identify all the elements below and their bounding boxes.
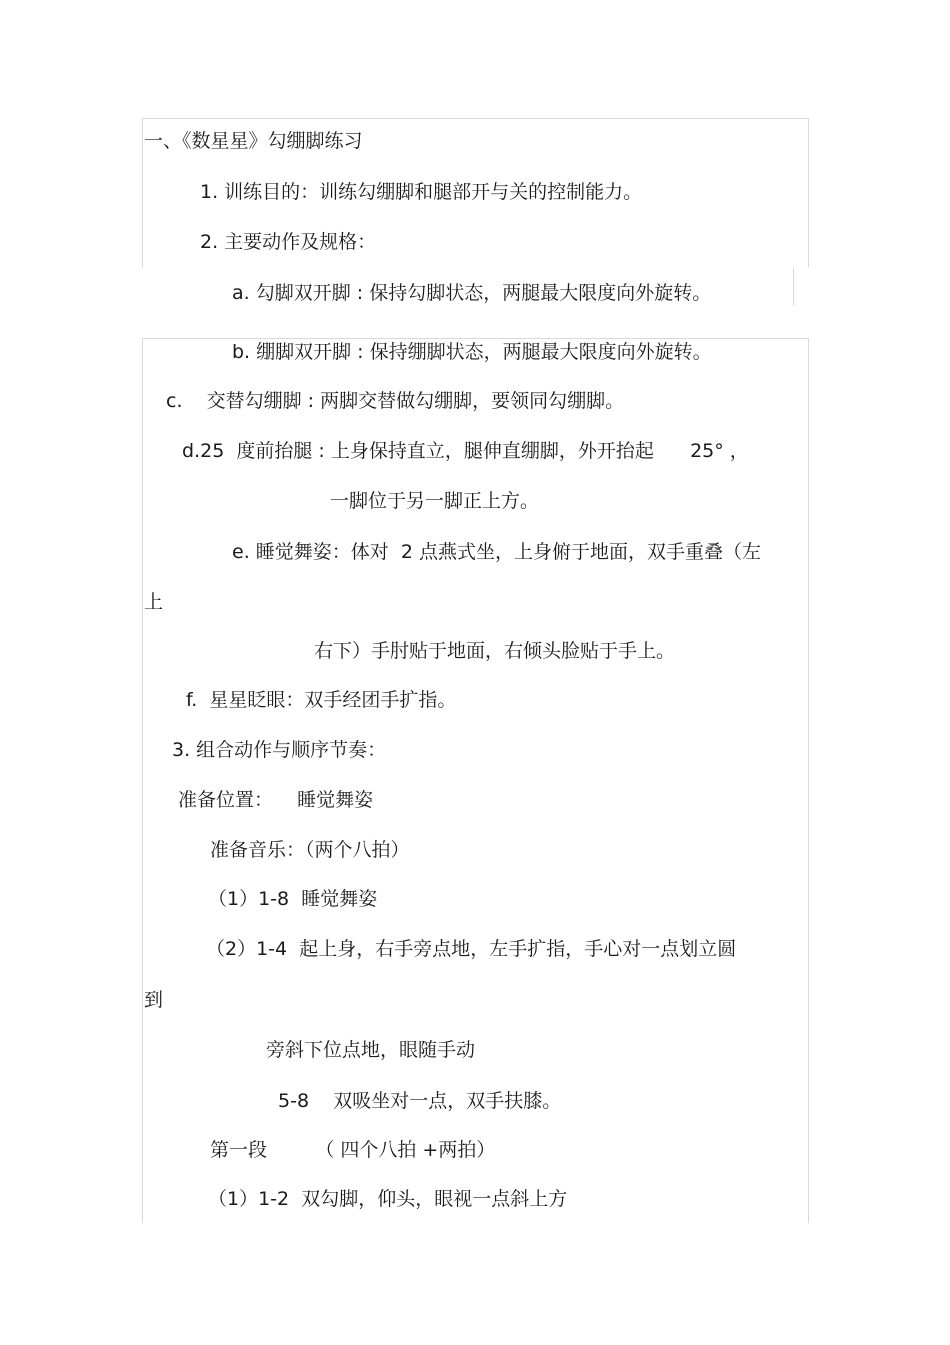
text-line: f. 星星眨眼：双手经团手扩指。 <box>186 689 457 711</box>
text-line: 准备位置： 睡觉舞姿 <box>178 789 374 811</box>
text-line: 右下）手肘贴于地面，右倾头脸贴于手上。 <box>314 640 676 662</box>
text-line: 3. 组合动作与顺序节奏： <box>172 739 387 761</box>
text-line: c. 交替勾绷脚 : 两脚交替做勾绷脚，要领同勾绷脚。 <box>166 390 625 412</box>
text-line: 1. 训练目的：训练勾绷脚和腿部开与关的控制能力。 <box>200 181 643 203</box>
text-line: （2）1-4 起上身，右手旁点地，左手扩指，手心对一点划立圆 <box>206 938 737 960</box>
text-line: b. 绷脚双开脚 : 保持绷脚状态，两腿最大限度向外旋转。 <box>232 341 712 363</box>
text-line: （1）1-8 睡觉舞姿 <box>208 888 378 910</box>
text-line: 准备音乐：（两个八拍） <box>210 839 410 861</box>
document-title: 一、《数星星》勾绷脚练习 <box>144 130 363 152</box>
text-line: 到 <box>144 989 164 1011</box>
text-line: 5-8 双吸坐对一点，双手扶膝。 <box>278 1090 562 1112</box>
text-line: 旁斜下位点地，眼随手动 <box>266 1039 476 1061</box>
text-line: d.25 度前抬腿 : 上身保持直立，腿伸直绷脚，外开抬起 25° ， <box>182 440 749 462</box>
text-line: （1）1-2 双勾脚，仰头，眼视一点斜上方 <box>208 1188 568 1210</box>
text-line: 一脚位于另一脚正上方。 <box>330 490 540 512</box>
text-line: 第一段 （ 四个八拍 +两拍） <box>210 1139 496 1161</box>
text-line: e. 睡觉舞姿：体对 2 点燕式坐，上身俯于地面，双手重叠（左 <box>232 541 761 563</box>
text-line: 上 <box>144 591 164 613</box>
text-line: 2. 主要动作及规格： <box>200 231 377 253</box>
text-line: a. 勾脚双开脚 : 保持勾脚状态，两腿最大限度向外旋转。 <box>232 282 712 304</box>
